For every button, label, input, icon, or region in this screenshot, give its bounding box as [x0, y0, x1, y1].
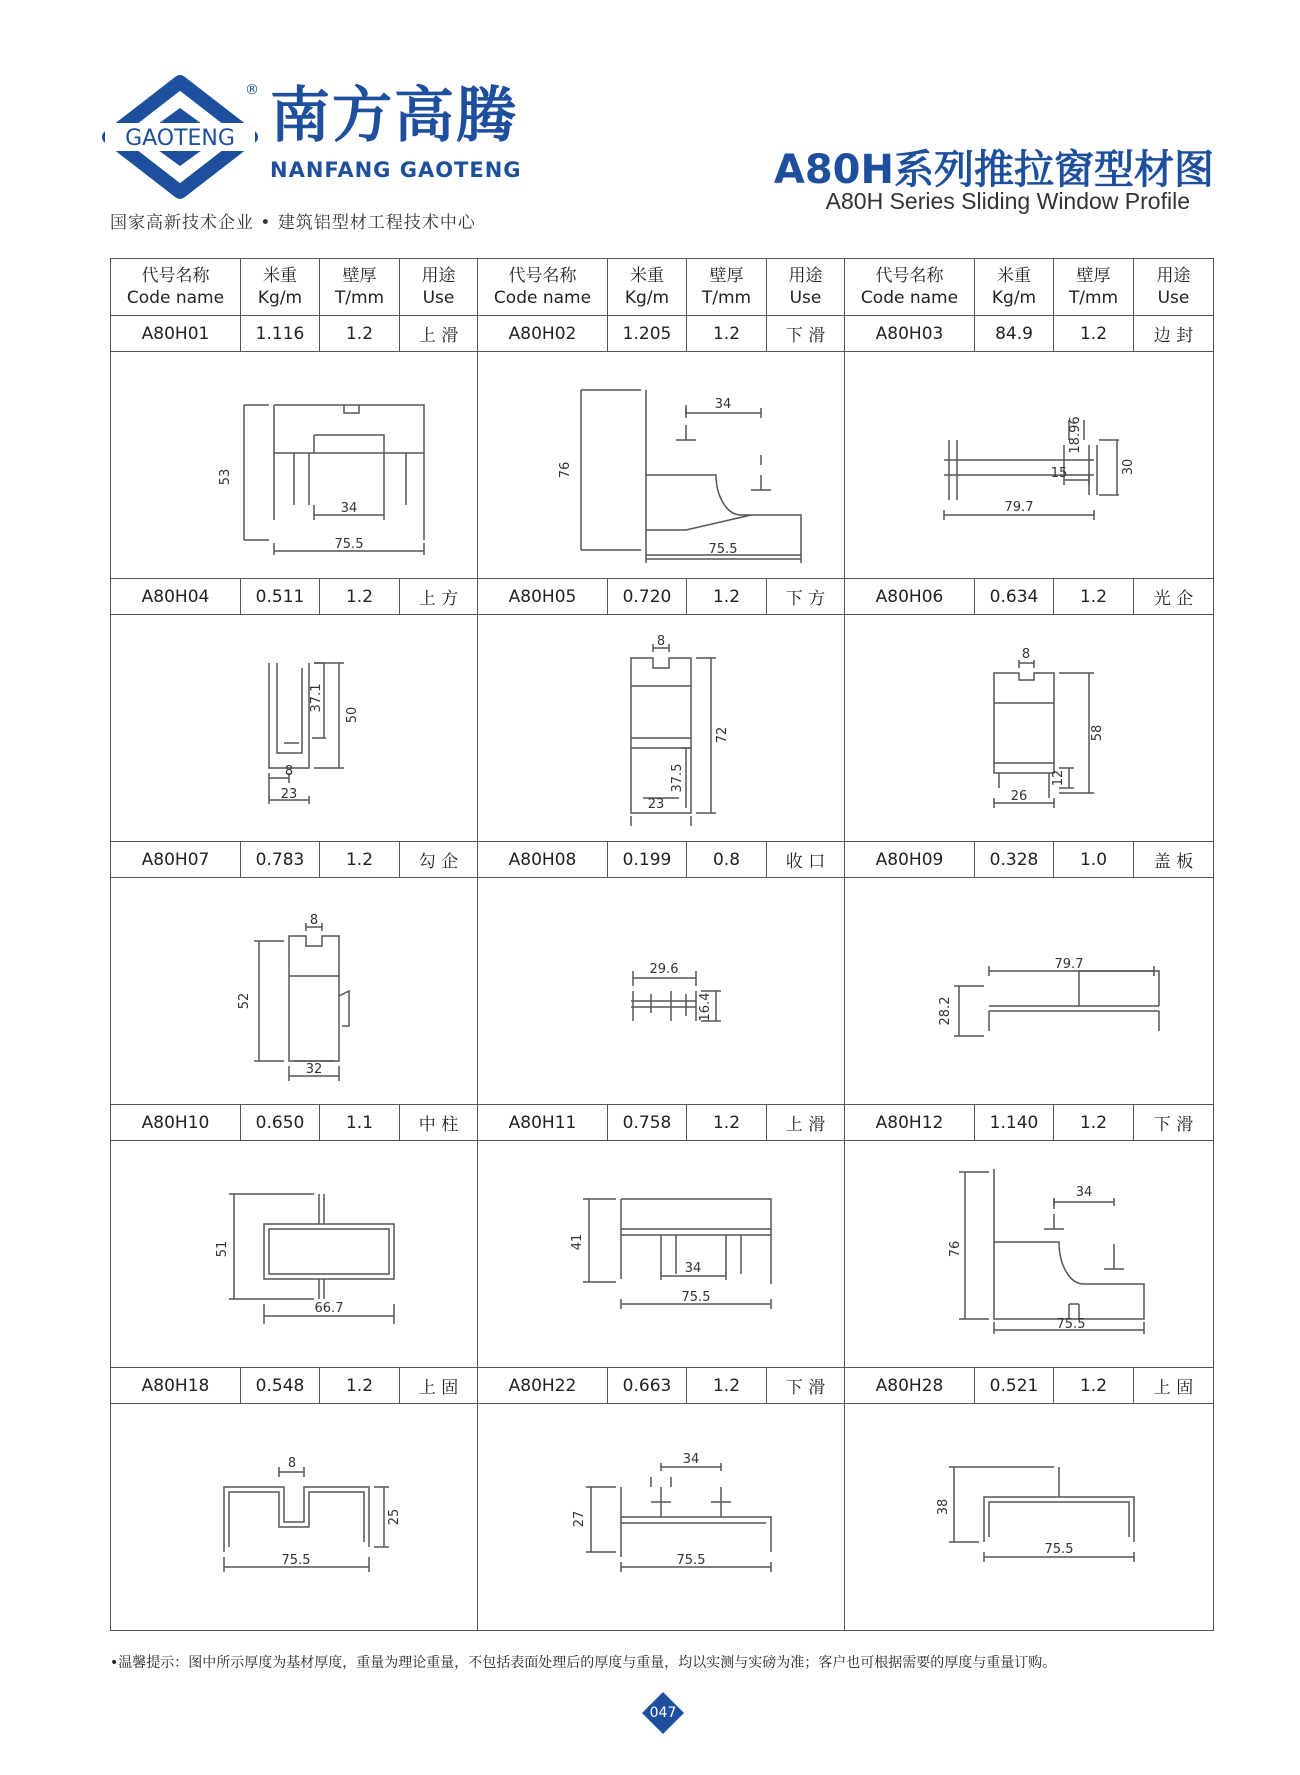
- profile-table: [110, 258, 1214, 1631]
- dim-label: 18.96: [1068, 416, 1083, 454]
- brand-name-en: NANFANG GAOTENG: [270, 158, 522, 182]
- dim-label: 12: [1051, 769, 1066, 787]
- dim-label: 79.7: [1054, 957, 1084, 972]
- profile-drawing-a80h07: [144, 891, 444, 1091]
- dim-label: 41: [570, 1233, 585, 1251]
- use-cell: 下 滑: [1134, 1105, 1214, 1141]
- profile-drawing-cell: [845, 878, 1214, 1105]
- thickness-cell: 1.2: [1054, 316, 1134, 352]
- thickness-cell: 1.2: [320, 579, 400, 615]
- profile-drawing-cell: [845, 352, 1214, 579]
- table-row: [111, 579, 1214, 615]
- use-cell: 下 滑: [767, 316, 845, 352]
- thickness-cell: 1.2: [1054, 1368, 1134, 1404]
- use-cell: 光 企: [1134, 579, 1214, 615]
- code-cell: A80H06: [845, 579, 975, 615]
- code-cell: A80H18: [111, 1368, 241, 1404]
- code-cell: A80H05: [478, 579, 608, 615]
- dim-label: 75.5: [1056, 1317, 1086, 1332]
- use-cell: 收 口: [767, 842, 845, 878]
- dim-label: 52: [237, 992, 252, 1010]
- use-cell: 盖 板: [1134, 842, 1214, 878]
- weight-cell: 0.511: [241, 579, 320, 615]
- dim-label: 16.4: [698, 992, 713, 1022]
- figure-row: [111, 878, 1214, 1105]
- code-cell: A80H01: [111, 316, 241, 352]
- dim-label: 34: [340, 501, 358, 516]
- code-cell: A80H02: [478, 316, 608, 352]
- weight-cell: 1.140: [975, 1105, 1054, 1141]
- header-thickness: 壁厚 T/mm: [1054, 259, 1134, 316]
- use-cell: 边 封: [1134, 316, 1214, 352]
- profile-drawing-a80h01: [144, 365, 444, 565]
- use-cell: 下 滑: [767, 1368, 845, 1404]
- table-row: [111, 1105, 1214, 1141]
- header-use: 用途 Use: [400, 259, 478, 316]
- profile-drawing-a80h05: [511, 628, 811, 828]
- weight-cell: 0.650: [241, 1105, 320, 1141]
- header-use: 用途 Use: [1134, 259, 1214, 316]
- use-cell: 上 滑: [400, 316, 478, 352]
- code-cell: A80H28: [845, 1368, 975, 1404]
- use-cell: 勾 企: [400, 842, 478, 878]
- profile-drawing-cell: [845, 1404, 1214, 1631]
- header-use: 用途 Use: [767, 259, 845, 316]
- header-code: 代号名称 Code name: [111, 259, 241, 316]
- profile-drawing-a80h04: [144, 628, 444, 828]
- dim-label: 37.1: [309, 683, 324, 713]
- thickness-cell: 1.2: [1054, 1105, 1134, 1141]
- dim-label: 75.5: [676, 1553, 706, 1568]
- dim-label: 50: [345, 706, 360, 724]
- dim-label: 34: [714, 397, 732, 412]
- profile-drawing-cell: [111, 352, 478, 579]
- dim-label: 34: [682, 1452, 700, 1467]
- profile-drawing-a80h10: [144, 1154, 444, 1354]
- use-cell: 上 滑: [767, 1105, 845, 1141]
- dim-label: 27: [572, 1510, 587, 1528]
- weight-cell: 1.205: [608, 316, 687, 352]
- profile-drawing-a80h03: [879, 365, 1179, 565]
- dim-label: 8: [656, 634, 666, 649]
- code-cell: A80H09: [845, 842, 975, 878]
- dim-label: 23: [280, 787, 298, 802]
- dim-label: 8: [287, 1456, 297, 1471]
- header-code: 代号名称 Code name: [845, 259, 975, 316]
- code-cell: A80H03: [845, 316, 975, 352]
- brand-slogan: 国家高新技术企业 • 建筑铝型材工程技术中心: [110, 213, 476, 233]
- dim-label: 75.5: [281, 1553, 311, 1568]
- thickness-cell: 1.2: [320, 316, 400, 352]
- profile-drawing-cell: [478, 352, 845, 579]
- dim-label: 38: [936, 1498, 951, 1516]
- profile-drawing-a80h11: [511, 1154, 811, 1354]
- brand-logo: [105, 78, 259, 196]
- weight-cell: 0.328: [975, 842, 1054, 878]
- code-cell: A80H11: [478, 1105, 608, 1141]
- weight-cell: 84.9: [975, 316, 1054, 352]
- page-title-cn: A80H系列推拉窗型材图: [773, 147, 1214, 193]
- dim-label: 75.5: [334, 537, 364, 552]
- profile-drawing-a80h18: [144, 1417, 444, 1617]
- dim-label: 8: [284, 764, 294, 779]
- profile-drawing-cell: [111, 878, 478, 1105]
- thickness-cell: 1.2: [687, 1105, 767, 1141]
- weight-cell: 0.758: [608, 1105, 687, 1141]
- code-cell: A80H22: [478, 1368, 608, 1404]
- header-thickness: 壁厚 T/mm: [687, 259, 767, 316]
- dim-label: 53: [218, 468, 233, 486]
- dim-label: 37.5: [670, 763, 685, 793]
- dim-label: 34: [1075, 1185, 1093, 1200]
- dim-label: 72: [715, 726, 730, 744]
- profile-drawing-a80h08: [511, 891, 811, 1091]
- dim-label: 79.7: [1004, 500, 1034, 515]
- header-code: 代号名称 Code name: [478, 259, 608, 316]
- dim-label: 8: [1021, 647, 1031, 662]
- profile-drawing-cell: [111, 615, 478, 842]
- weight-cell: 1.116: [241, 316, 320, 352]
- figure-row: [111, 352, 1214, 579]
- profile-drawing-cell: [478, 1404, 845, 1631]
- profile-drawing-cell: [478, 615, 845, 842]
- profile-drawing-cell: [111, 1404, 478, 1631]
- dim-label: 26: [1010, 789, 1028, 804]
- weight-cell: 0.548: [241, 1368, 320, 1404]
- dim-label: 28.2: [938, 996, 953, 1026]
- dim-label: 29.6: [649, 962, 679, 977]
- thickness-cell: 1.2: [1054, 579, 1134, 615]
- code-cell: A80H10: [111, 1105, 241, 1141]
- dim-label: 30: [1121, 458, 1136, 476]
- profile-drawing-a80h06: [879, 628, 1179, 828]
- table-row: [111, 316, 1214, 352]
- dim-label: 76: [948, 1240, 963, 1258]
- registered-mark: ®: [245, 82, 259, 98]
- use-cell: 中 柱: [400, 1105, 478, 1141]
- dim-label: 15: [1050, 466, 1068, 481]
- figure-row: [111, 1141, 1214, 1368]
- thickness-cell: 1.2: [320, 1368, 400, 1404]
- code-cell: A80H12: [845, 1105, 975, 1141]
- code-cell: A80H07: [111, 842, 241, 878]
- thickness-cell: 1.2: [687, 579, 767, 615]
- use-cell: 上 固: [1134, 1368, 1214, 1404]
- header-thickness: 壁厚 T/mm: [320, 259, 400, 316]
- dim-label: 75.5: [1044, 1542, 1074, 1557]
- profile-drawing-a80h12: [879, 1154, 1179, 1354]
- dim-label: 76: [558, 461, 573, 479]
- weight-cell: 0.634: [975, 579, 1054, 615]
- profile-drawing-a80h02: [511, 365, 811, 565]
- code-cell: A80H08: [478, 842, 608, 878]
- logo-text: GAOTENG: [125, 126, 235, 151]
- weight-cell: 0.663: [608, 1368, 687, 1404]
- dim-label: 23: [647, 797, 665, 812]
- table-header-row: [111, 259, 1214, 316]
- profile-drawing-cell: [478, 878, 845, 1105]
- thickness-cell: 1.1: [320, 1105, 400, 1141]
- dim-label: 75.5: [708, 542, 738, 557]
- use-cell: 上 方: [400, 579, 478, 615]
- thickness-cell: 1.0: [1054, 842, 1134, 878]
- dim-label: 32: [305, 1062, 323, 1077]
- thickness-cell: 1.2: [687, 1368, 767, 1404]
- figure-row: [111, 1404, 1214, 1631]
- dim-label: 58: [1090, 724, 1105, 742]
- header-weight: 米重 Kg/m: [241, 259, 320, 316]
- thickness-cell: 0.8: [687, 842, 767, 878]
- profile-drawing-a80h22: [511, 1417, 811, 1617]
- profile-drawing-cell: [478, 1141, 845, 1368]
- header-weight: 米重 Kg/m: [975, 259, 1054, 316]
- table-row: [111, 1368, 1214, 1404]
- profile-drawing-a80h28: [879, 1417, 1179, 1617]
- header-weight: 米重 Kg/m: [608, 259, 687, 316]
- profile-drawing-cell: [845, 1141, 1214, 1368]
- profile-drawing-a80h09: [879, 891, 1179, 1091]
- figure-row: [111, 615, 1214, 842]
- dim-label: 25: [387, 1508, 402, 1526]
- code-cell: A80H04: [111, 579, 241, 615]
- profile-drawing-cell: [845, 615, 1214, 842]
- profile-drawing-cell: [111, 1141, 478, 1368]
- weight-cell: 0.720: [608, 579, 687, 615]
- page-number-badge: [640, 1690, 686, 1736]
- dim-label: 34: [684, 1261, 702, 1276]
- thickness-cell: 1.2: [320, 842, 400, 878]
- dim-label: 8: [309, 913, 319, 928]
- weight-cell: 0.199: [608, 842, 687, 878]
- footnote: •温馨提示：图中所示厚度为基材厚度，重量为理论重量，不包括表面处理后的厚度与重量，均以实测与实磅为准；客户也可根据需要的厚度与重量订购。: [110, 1655, 1057, 1671]
- weight-cell: 0.783: [241, 842, 320, 878]
- dim-label: 75.5: [681, 1290, 711, 1305]
- use-cell: 下 方: [767, 579, 845, 615]
- use-cell: 上 固: [400, 1368, 478, 1404]
- dim-label: 51: [215, 1240, 230, 1258]
- weight-cell: 0.521: [975, 1368, 1054, 1404]
- page-number: 047: [649, 1705, 677, 1721]
- thickness-cell: 1.2: [687, 316, 767, 352]
- table-row: [111, 842, 1214, 878]
- brand-name-cn: 南方高腾: [270, 81, 518, 151]
- page-title-en: A80H Series Sliding Window Profile: [825, 188, 1190, 214]
- dim-label: 66.7: [314, 1301, 344, 1316]
